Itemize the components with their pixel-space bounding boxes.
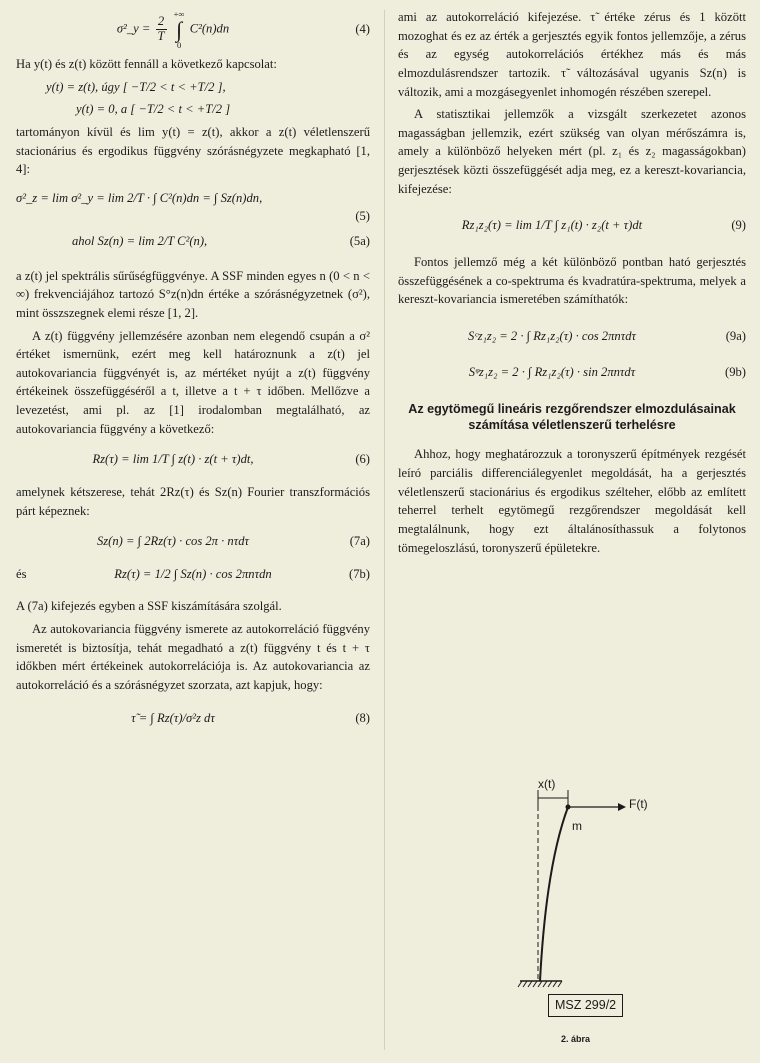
mass-label: m [572, 819, 582, 833]
paragraph: a z(t) jel spektrális sűrűségfüggvénye. A SSF minden egyes n (0 < n < ∞) frekvenciájához tartozó S°z(n)dn értéke a szórásnégyzetnek (σ²), mint összszegnek elemi része [1, 2]. [16, 268, 370, 320]
equation-7b: és Rz(τ) = 1/2 ∫ Sz(n) · cos 2πnτdn (7b) [16, 565, 370, 584]
paragraph: Fontos jellemző még a két különböző pontban ható gerjesztés összefüggésének a co-spektruma és kvadratúra-spektruma, melyek a kereszt-kovariancia ismeretében számíthatók: [398, 254, 746, 307]
paragraph: Ahhoz, hogy meghatározzuk a toronyszerű építmények rezgését leíró parciális differenciálegyenlet megoldását, ha a gerjesztés véletlenszerű stacionárius és ergodikus szélteher, előbb az említett teherrel terhelt egytömegű rezgőrendszer megoldását kell megtalálnunk, hogy ezt általánosíthassuk a folytonos tömegeloszlású, toronyszerű épületekre. [398, 447, 746, 555]
equation-condition-b: y(t) = 0, a [ −T/2 < t < +T/2 ] [76, 102, 231, 117]
equation-9b: Sᵠz₁z₂ = 2 · ∫ Rz₁z₂(τ) · sin 2πnτdτ (9b) [398, 363, 746, 382]
paragraph: A z(t) függvény jellemzésére azonban nem elegendő csupán a σ² értéket ismernünk, ezért meg kell határoznunk a z(t) jel autokovariancia függvényét is, az mértéket nyújt a z(t) függvény értékeinek összefüggéséről a t, illetve a t + τ időben. Mellőzve a levezetést, ami pl. az [1] irodalomban megtalálható, az autokovariancia függvény a következő: [16, 328, 370, 436]
paragraph: amelynek kétszerese, tehát 2Rz(τ) és Sz(n) Fourier transzformációs párt képeznek: [16, 484, 370, 518]
equation-number: (9a) [725, 328, 746, 343]
equation-9: Rz₁z₂(τ) = lim 1/T ∫ z₁(t) · z₂(t + τ)dt (9) [398, 216, 746, 235]
paragraph: ami az autokorreláció kifejezése. τ̃ értéke zérus és 1 között mozoghat és ez az érték a gerjesztés egyik fontos jellemzője, a zérus és az egység autokorrelációs értékhez más és más elmozdulásrendszer tartozik. τ̃ változásával ugyanis Sz(n) is változik, ami a mozgásegyenlet inhomogén részében szerepel. [398, 10, 746, 99]
equation-5-number-row [16, 207, 370, 226]
equation-4-expr: σ²_y = $\frac{2}{T}$ +∞ ∫ 0 C²(n)dn [116, 9, 230, 50]
equation-5: σ²_z = lim σ²_y = lim 2/T · ∫ C²(n)dn = ∫ Sz(n)dn, [16, 190, 263, 205]
section-heading: Az egytömegű lineáris rezgőrendszer elmozdulásainak számítása véletlenszerű terhelésre [408, 402, 736, 432]
figure-caption: 2. ábra [561, 1034, 591, 1044]
equation-number: (9) [731, 218, 746, 233]
equation-7a: Sz(n) = ∫ 2Rz(τ) · cos 2π · nτdτ (7a) [16, 532, 370, 551]
equation-6: Rz(τ) = lim 1/T ∫ z(t) · z(t + τ)dt, (6) [16, 450, 370, 469]
equation-number: (9b) [725, 365, 746, 380]
equation-number: (7b) [349, 566, 370, 581]
standard-stamp: MSZ 299/2 [548, 994, 623, 1017]
equation-number: (6) [355, 452, 370, 467]
paragraph: A statisztikai jellemzők a vizsgált szerkezetet azonos magasságban jellemzik, ezért szükség van olyan mérőszámra is, amely a különböző helyeken mért (pl. z₁ és z₂ magasságokban) gerjesztések közti összefüggését adja meg, ez a kereszt-kovariancia, kifejezése: [398, 107, 746, 196]
equation-number: (4) [355, 22, 370, 37]
force-label: F(t) [629, 797, 648, 811]
equation-number: (7a) [349, 534, 370, 549]
equation-number: (8) [355, 710, 370, 725]
paragraph: Ha y(t) és z(t) között fennáll a következő kapcsolat: [16, 57, 277, 71]
equation-condition-a: y(t) = z(t), úgy [ −T/2 < t < +T/2 ], [46, 79, 226, 94]
paragraph: Az autokovariancia függvény ismerete az autokorreláció függvény ismeretét is biztosítja, tehát megadható a z(t) függvény t és t + τ időkben mért értékeinek autokorrelációja is. Az autokovariancia az autokorreláció és a szórásnégyzet szorzata, azt kapjuk, hogy: [16, 622, 370, 692]
equation-9a: Sᶜz₁z₂ = 2 · ∫ Rz₁z₂(τ) · cos 2πnτdτ (9a) [398, 327, 746, 346]
paragraph: A (7a) kifejezés egyben a SSF kiszámítására szolgál. [16, 599, 282, 614]
displacement-label: x(t) [538, 777, 556, 791]
equation-8: τ̃ = ∫ Rz(τ)/σ²z dτ (8) [16, 709, 370, 728]
paragraph: tartományon kívül és lim y(t) = z(t), akkor a z(t) véletlenszerű stacionárius és ergodikus függvény szórásnégyzete megkapható [1, 4]: [16, 124, 370, 177]
column-divider [384, 10, 385, 1050]
figure-2 [506, 776, 666, 1058]
left-column [16, 8, 370, 733]
equation-number: (5a) [349, 234, 370, 248]
equation-4 [16, 10, 370, 49]
right-column [398, 8, 746, 1044]
equation-5a: ahol Sz(n) = lim 2/T C²(n), (5a) [16, 232, 370, 251]
equation-number: (5) [355, 209, 370, 224]
